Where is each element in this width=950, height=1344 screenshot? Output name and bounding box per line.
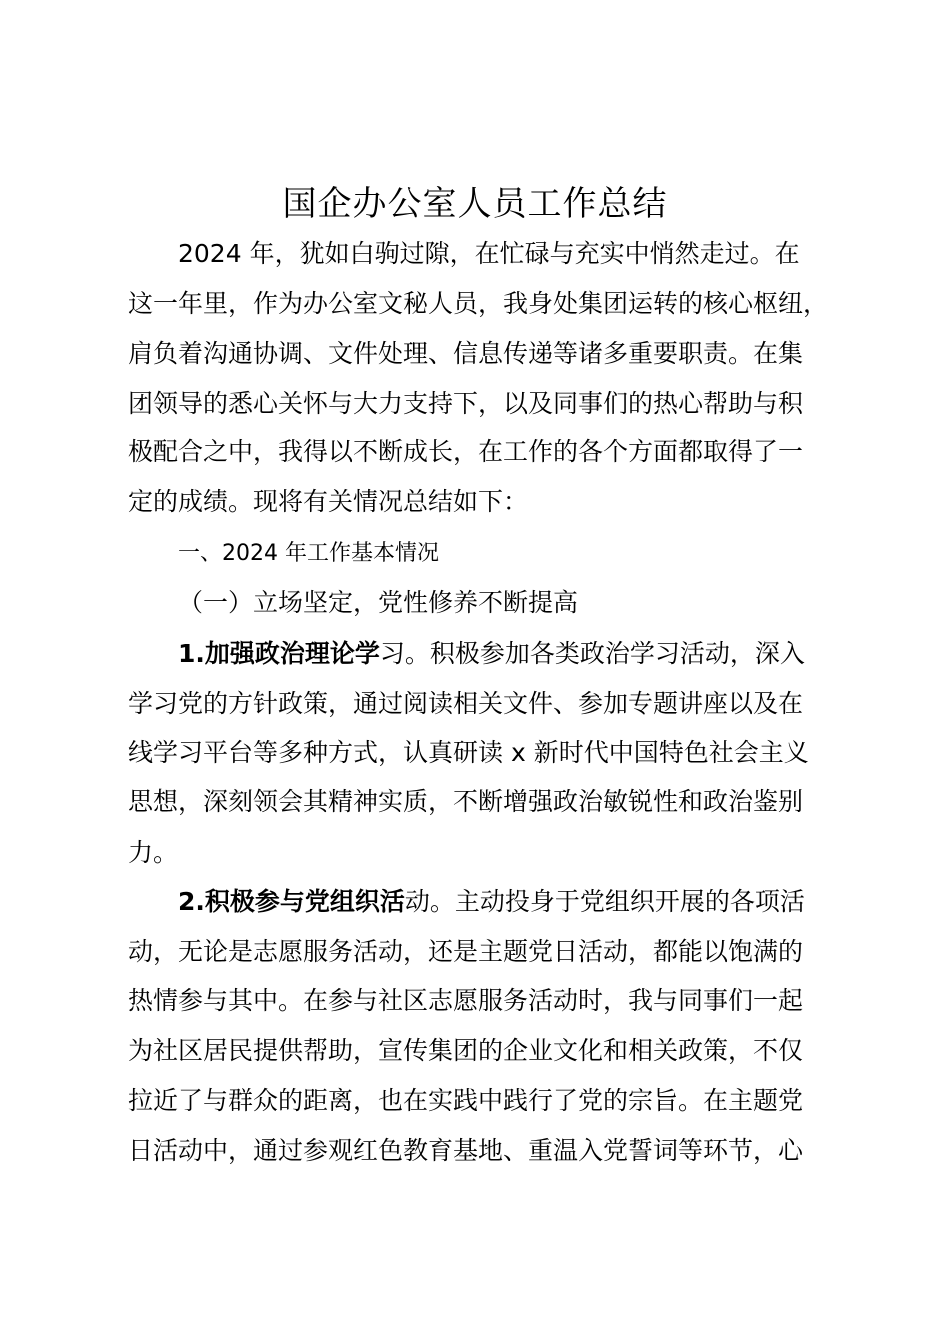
intro-line: 团领导的悉心关怀与大力支持下，以及同事们的热心帮助与积 [128,389,804,418]
item2-line: 为社区居民提供帮助，宣传集团的企业文化和相关政策，不仅 [128,1036,804,1065]
item2-first-line-rest: 动。主动投身于党组织开展的各项活 [404,887,805,916]
intro-line: 定的成绩。现将有关情况总结如下： [128,487,529,516]
document-title: 国企办公室人员工作总结 [282,184,668,224]
item1-line: 线学习平台等多种方式，认真研读 x 新时代中国特色社会主义 [128,738,809,767]
item1-first-line-rest: 习。积极参加各类政治学习活动，深入 [379,639,805,668]
item2-first-line [178,884,805,920]
section-heading: 一、2024 年工作基本情况 [178,541,439,566]
intro-line: 肩负着沟通协调、文件处理、信息传递等诸多重要职责。在集 [128,339,804,368]
item1-line: 力。 [128,838,179,867]
item2-bold-lead: 2.积极参与党组织活 [178,887,405,916]
item2-line: 动，无论是志愿服务活动，还是主题党日活动，都能以饱满的 [128,937,804,966]
intro-line: 极配合之中，我得以不断成长，在工作的各个方面都取得了一 [128,437,804,466]
item1-line: 学习党的方针政策，通过阅读相关文件、参加专题讲座以及在 [128,689,804,718]
item2-line: 热情参与其中。在参与社区志愿服务活动时，我与同事们一起 [128,986,804,1015]
item1-bold-lead: 1.加强政治理论学 [178,639,380,668]
item2-line: 拉近了与群众的距离，也在实践中践行了党的宗旨。在主题党 [128,1086,804,1115]
item2-line: 日活动中，通过参观红色教育基地、重温入党誓词等环节，心 [128,1136,804,1165]
subsection-heading: （一）立场坚定，党性修养不断提高 [178,588,579,617]
item1-first-line [178,636,805,672]
item1-line: 思想，深刻领会其精神实质，不断增强政治敏锐性和政治鉴别 [128,787,804,816]
intro-line: 这一年里，作为办公室文秘人员，我身处集团运转的核心枢纽， [128,289,829,318]
intro-line: 2024 年，犹如白驹过隙，在忙碌与充实中悄然走过。在 [178,239,800,268]
